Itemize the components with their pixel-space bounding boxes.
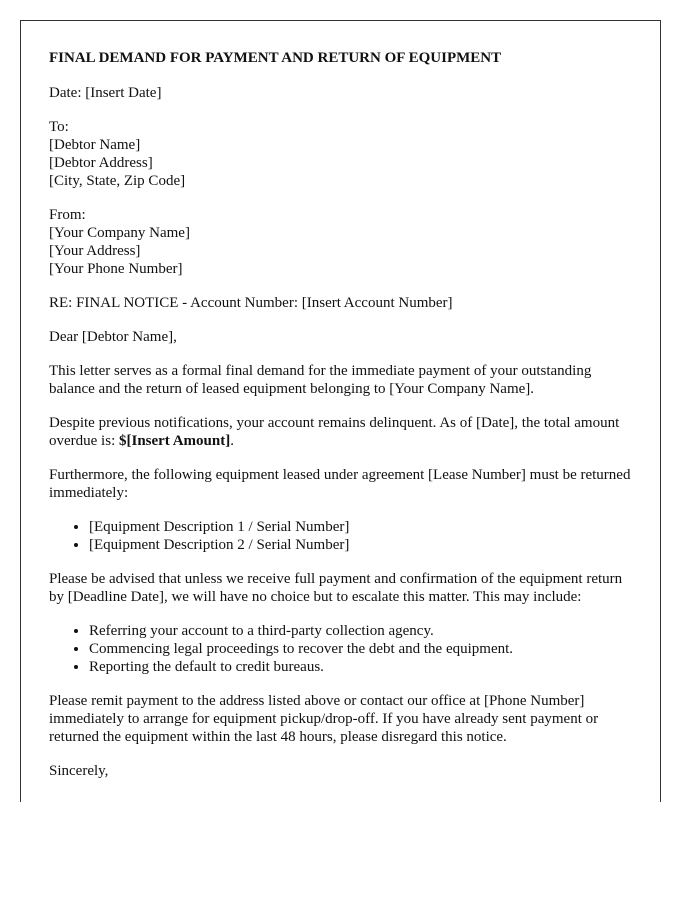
- list-item: • Referring your account to a third-party collection agency.: [89, 622, 632, 640]
- salutation: Dear [Debtor Name],: [49, 329, 177, 345]
- to-label: To:: [49, 119, 69, 135]
- amount-due: $[Insert Amount]: [118, 433, 231, 449]
- list-item: • [Equipment Description 1 / Serial Number]: [89, 518, 632, 536]
- to-line: [Debtor Address]: [49, 155, 153, 171]
- date-line: Date: [Insert Date]: [49, 85, 162, 101]
- paragraph-remit: Please remit payment to the address listed above or contact our office at [Phone Number] immediately to arrange for equipment pickup/drop-off. If you have already sent payment or returned the equipment within the last 48 hours, please disregard this notice.: [49, 693, 599, 745]
- paragraph-warning: Please be advised that unless we receive full payment and confirmation of the equipment return by [Deadline Date], we will have no choice but to escalate this matter. This may include:: [49, 571, 623, 605]
- amount-end: .: [230, 433, 234, 449]
- paragraph-amount: [49, 414, 632, 450]
- letter-title: FINAL DEMAND FOR PAYMENT AND RETURN OF EQUIPMENT: [49, 50, 502, 66]
- from-block: [49, 206, 632, 278]
- amount-text: Despite previous notifications, your account remains delinquent. As of [Date], the total amount overdue is:: [49, 415, 620, 449]
- letter: [20, 20, 661, 802]
- from-line: [Your Phone Number]: [49, 261, 183, 277]
- paragraph-intro: This letter serves as a formal final demand for the immediate payment of your outstanding balance and the return of leased equipment belonging to [Your Company Name].: [49, 363, 592, 397]
- from-line: [Your Company Name]: [49, 225, 190, 241]
- from-line: [Your Address]: [49, 243, 141, 259]
- re-line: RE: FINAL NOTICE - Account Number: [Insert Account Number]: [49, 295, 453, 311]
- list-item: • Commencing legal proceedings to recover the debt and the equipment.: [89, 640, 632, 658]
- list-item: • Reporting the default to credit bureaus.: [89, 658, 632, 676]
- closing: Sincerely,: [49, 763, 109, 779]
- from-label: From:: [49, 207, 86, 223]
- to-line: [City, State, Zip Code]: [49, 173, 186, 189]
- actions-list: [49, 622, 632, 676]
- to-line: [Debtor Name]: [49, 137, 141, 153]
- equipment-list: [49, 518, 632, 554]
- paragraph-equipment: Furthermore, the following equipment leased under agreement [Lease Number] must be returned immediately:: [49, 467, 631, 501]
- to-block: [49, 118, 632, 190]
- list-item: • [Equipment Description 2 / Serial Number]: [89, 536, 632, 554]
